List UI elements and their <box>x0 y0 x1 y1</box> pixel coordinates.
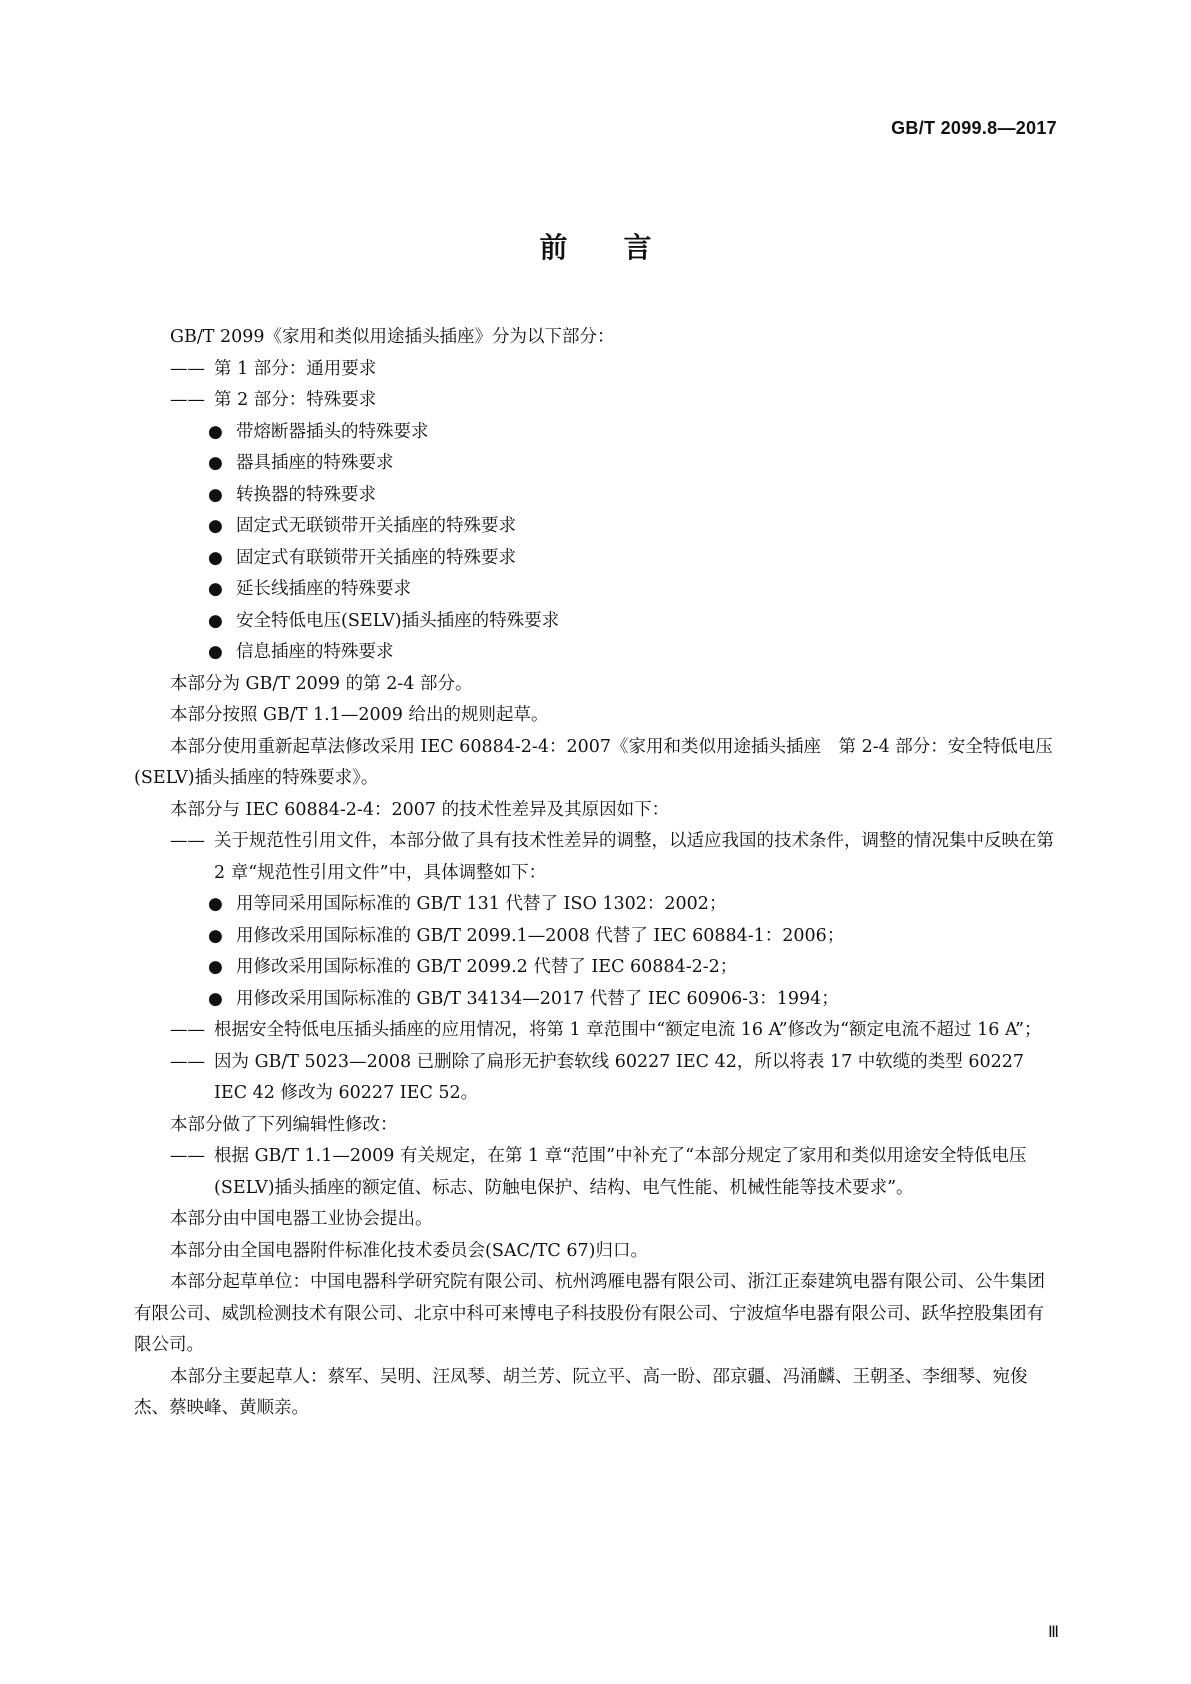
bullet-icon: ● <box>208 894 223 914</box>
bullet-item-text: 带熔断器插头的特殊要求 <box>236 421 429 442</box>
bullet-item-text: 用修改采用国际标准的 GB/T 2099.2 代替了 IEC 60884-2-2； <box>236 957 738 977</box>
bullet-item-text: 信息插座的特殊要求 <box>236 642 394 662</box>
page-title <box>0 226 1191 266</box>
bullet-item-text: 用修改采用国际标准的 GB/T 34134—2017 代替了 IEC 60906-3：1994； <box>236 988 839 1009</box>
bullet-list-item <box>134 606 1058 638</box>
bullet-list-item <box>134 448 1058 480</box>
bullet-list-item <box>134 574 1058 606</box>
paragraph: 本部分做了下列编辑性修改： <box>170 1114 398 1135</box>
paragraph: 本部分起草单位：中国电器科学研究院有限公司、杭州鸿雁电器有限公司、浙江正泰建筑电器有限公司、公牛集团有限公司、威凯检测技术有限公司、北京中科可来博电子科技股份有限公司、宁波煊华电器有限公司、跃华控股集团有限公司。 <box>134 1272 1045 1355</box>
dash-list-item <box>134 1047 1058 1110</box>
bullet-list-item <box>134 889 1058 921</box>
dash-list-item <box>134 354 1058 386</box>
bullet-item-text: 安全特低电压(SELV)插头插座的特殊要求 <box>236 610 560 631</box>
bullet-list-item <box>134 921 1058 953</box>
foreword-body <box>134 322 1058 1425</box>
bullet-icon: ● <box>208 610 223 631</box>
bullet-item-text: 用修改采用国际标准的 GB/T 2099.1—2008 代替了 IEC 60884-1：2006； <box>236 925 845 946</box>
dash-marker: —— <box>170 1051 205 1072</box>
dash-marker: —— <box>170 831 205 851</box>
title-char-2: 言 <box>623 231 652 264</box>
bullet-list-item <box>134 637 1058 669</box>
title-char-1: 前 <box>539 231 568 264</box>
dash-list-item <box>134 1015 1058 1047</box>
bullet-icon: ● <box>208 484 223 505</box>
dash-item-text: 根据安全特低电压插头插座的应用情况，将第 1 章范围中“额定电流 16 A”修改为“额定电流不超过 16 A”； <box>214 1020 1042 1040</box>
bullet-list-item <box>134 480 1058 512</box>
bullet-list-item <box>134 543 1058 575</box>
bullet-item-text: 固定式有联锁带开关插座的特殊要求 <box>236 547 516 568</box>
dash-item-text: 第 1 部分：通用要求 <box>214 358 377 379</box>
bullet-item-text: 转换器的特殊要求 <box>236 484 376 505</box>
bullet-list-item <box>134 511 1058 543</box>
dash-marker: —— <box>170 358 205 379</box>
bullet-item-text: 固定式无联锁带开关插座的特殊要求 <box>236 516 516 536</box>
bullet-icon: ● <box>208 421 223 442</box>
dash-list-item <box>134 1141 1058 1204</box>
bullet-icon: ● <box>208 957 223 977</box>
dash-item-text: 关于规范性引用文件，本部分做了具有技术性差异的调整，以适应我国的技术条件，调整的情况集中反映在第 2 章“规范性引用文件”中，具体调整如下： <box>214 831 1054 883</box>
dash-item-text: 第 2 部分：特殊要求 <box>214 390 377 410</box>
paragraph: 本部分主要起草人：蔡军、吴明、汪凤琴、胡兰芳、阮立平、高一盼、邵京疆、冯涌麟、王朝圣、李细琴、宛俊杰、蔡映峰、黄顺亲。 <box>134 1366 1028 1418</box>
bullet-item-text: 用等同采用国际标准的 GB/T 131 代替了 ISO 1302：2002； <box>236 894 727 914</box>
bullet-icon: ● <box>208 925 223 946</box>
bullet-icon: ● <box>208 547 223 568</box>
dash-list-item <box>134 826 1058 889</box>
dash-list-item <box>134 385 1058 417</box>
paragraph: 本部分使用重新起草法修改采用 IEC 60884-2-4：2007《家用和类似用途插头插座 第 2-4 部分：安全特低电压(SELV)插头插座的特殊要求》。 <box>134 736 1053 788</box>
paragraph: 本部分由全国电器附件标准化技术委员会(SAC/TC 67)归口。 <box>170 1240 648 1261</box>
bullet-icon: ● <box>208 453 223 473</box>
paragraph: 本部分由中国电器工业协会提出。 <box>170 1209 433 1229</box>
dash-item-text: 根据 GB/T 1.1—2009 有关规定，在第 1 章“范围”中补充了“本部分规定了家用和类似用途安全特低电压(SELV)插头插座的额定值、标志、防触电保护、结构、电气性能、机械性能等技术要求”。 <box>214 1146 1027 1198</box>
bullet-list-item <box>134 417 1058 449</box>
paragraph: 本部分与 IEC 60884-2-4：2007 的技术性差异及其原因如下： <box>170 799 670 820</box>
dash-marker: —— <box>170 1020 205 1040</box>
dash-marker: —— <box>170 390 205 410</box>
bullet-list-item <box>134 984 1058 1016</box>
dash-marker: —— <box>170 1146 205 1166</box>
bullet-icon: ● <box>208 579 223 599</box>
bullet-icon: ● <box>208 988 223 1009</box>
document-code: GB/T 2099.8—2017 <box>891 118 1057 138</box>
paragraph: GB/T 2099《家用和类似用途插头插座》分为以下部分： <box>170 327 615 347</box>
bullet-item-text: 延长线插座的特殊要求 <box>236 579 411 599</box>
bullet-icon: ● <box>208 516 223 536</box>
bullet-list-item <box>134 952 1058 984</box>
bullet-icon: ● <box>208 642 223 662</box>
bullet-item-text: 器具插座的特殊要求 <box>236 453 394 473</box>
paragraph: 本部分为 GB/T 2099 的第 2-4 部分。 <box>170 673 473 694</box>
paragraph: 本部分按照 GB/T 1.1—2009 给出的规则起草。 <box>170 705 549 725</box>
page-number: Ⅲ <box>1047 1624 1059 1641</box>
dash-item-text: 因为 GB/T 5023—2008 已删除了扁形无护套软线 60227 IEC 42，所以将表 17 中软缆的类型 60227 IEC 42 修改为 60227 IEC 52。 <box>214 1051 1024 1103</box>
